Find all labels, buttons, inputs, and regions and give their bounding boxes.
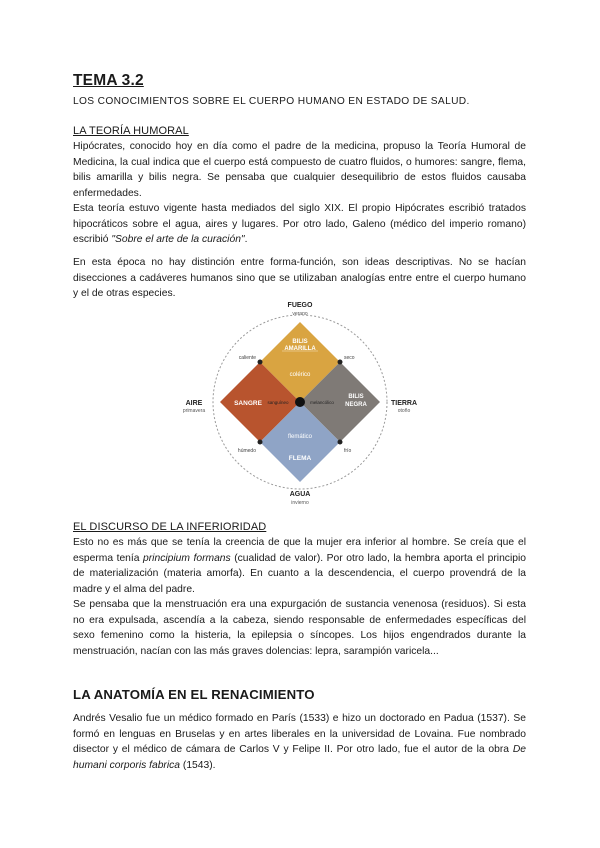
inferioridad-paragraph-1	[73, 535, 526, 597]
label-verano: verano	[292, 311, 308, 317]
label-sangre: SANGRE	[234, 400, 262, 407]
node-bottom-left	[258, 440, 263, 445]
label-otono: otoño	[397, 408, 411, 414]
inferioridad-p1-end: (cualidad de valor). Por otro lado, la hembra aporta el principio de materialización (materia amorfa). En cuanto a la descendencia, el cuerpo provendrá de la madre y el alma del padre.	[73, 552, 526, 595]
renacimiento-text: Andrés Vesalio fue un médico formado en París (1533) e hizo un doctorado en Padua (1537). Se formó en lenguas en Bruselas y en artes liberales en la universidad de Lovaina. Fue nombrado disector y el médico de cámara de Carlos V y Felipe II. Por otro lado, fue el autor de la obra	[73, 713, 526, 755]
humoral-text	[73, 139, 526, 248]
label-fuego: FUEGO	[287, 302, 313, 309]
renacimiento-book-title: De humani corporis fabrica	[73, 744, 526, 771]
label-humedo: húmedo	[237, 448, 256, 454]
section-heading-renacimiento: LA ANATOMÍA EN EL RENACIMIENTO	[73, 687, 315, 702]
label-bilis-amarilla-2: AMARILLA	[284, 346, 316, 352]
inferioridad-paragraph-2: Se pensaba que la menstruación era una expurgación de sustancia venenosa (residuos). Si esta no era expulsada, ascendía a la cabeza, siendo responsable de enfermedades específicas del sexo femenino como la histeria, la epilepsia o síncopes. Los hijos engendrados durante la menstruación, nacían con las más graves dolencias: lepra, sarampión varicela...	[73, 599, 526, 657]
renacimiento-paragraph	[73, 711, 526, 773]
inferioridad-p1-term: principium formans	[143, 552, 231, 564]
label-melancolico: melancólico	[310, 400, 334, 405]
label-bilis-amarilla-1: BILIS	[292, 339, 308, 345]
center-dot	[295, 397, 305, 407]
label-flema: FLEMA	[288, 455, 312, 462]
node-top-left	[258, 360, 263, 365]
label-aire: AIRE	[185, 400, 203, 407]
section-heading-inferioridad: EL DISCURSO DE LA INFERIORIDAD	[73, 521, 267, 533]
renacimiento-end: (1543).	[180, 759, 216, 771]
inferioridad-text	[73, 535, 526, 659]
label-bilis-negra-2: NEGRA	[345, 402, 367, 408]
inferioridad-p1-text: Esto no es más que se tenía la creencia de que la mujer era inferior al hombre. Se creía que el esperma tenía	[73, 537, 526, 564]
label-colerico: colérico	[289, 372, 311, 378]
label-flematico: flemático	[287, 434, 313, 440]
label-invierno: invierno	[291, 500, 309, 506]
label-sanguineo: sanguíneo	[267, 400, 289, 405]
humoral-diagram	[170, 298, 430, 516]
humoral-paragraph-1: Hipócrates, conocido hoy en día como el padre de la medicina, propuso la Teoría Humoral de Medicina, la cual indica que el cuerpo está compuesto de cuatro fluidos, o humores: sangre, flema, bilis amarilla y bilis negra. Se pensaba que cualquier desequilibrio de estos fluidos causaba enfermedades.	[73, 141, 526, 199]
section-heading-humoral: LA TEORÍA HUMORAL	[73, 125, 189, 137]
label-seco: seco	[344, 355, 355, 361]
label-frio: frío	[344, 448, 352, 454]
humoral-p2-text: Esta teoría estuvo vigente hasta mediados del siglo XIX. El propio Hipócrates escribió tratados hipocráticos sobre el agua, aires y lugares. Por otro lado, Galeno (médico del imperio romano) escribió	[73, 203, 526, 245]
page-subtitle: LOS CONOCIMIENTOS SOBRE EL CUERPO HUMANO EN ESTADO DE SALUD.	[73, 96, 470, 107]
label-bilis-negra-1: BILIS	[348, 394, 364, 400]
page-title: TEMA 3.2	[73, 72, 144, 89]
node-top-right	[338, 360, 343, 365]
humoral-p2-end: .	[244, 234, 248, 245]
label-caliente: caliente	[238, 355, 256, 361]
label-tierra: TIERRA	[390, 400, 418, 407]
label-agua: AGUA	[289, 491, 311, 498]
node-bottom-right	[338, 440, 343, 445]
humoral-paragraph-3: En esta época no hay distinción entre forma-función, son ideas descriptivas. No se hacían disecciones a cadáveres humanos sino que se utilizaban analogías entre entre el cuerpo humano y el de otras especies.	[73, 257, 526, 299]
label-primavera: primavera	[182, 408, 206, 414]
humoral-paragraph-2	[73, 201, 526, 248]
humoral-p2-title: "Sobre el arte de la curación"	[111, 234, 245, 245]
